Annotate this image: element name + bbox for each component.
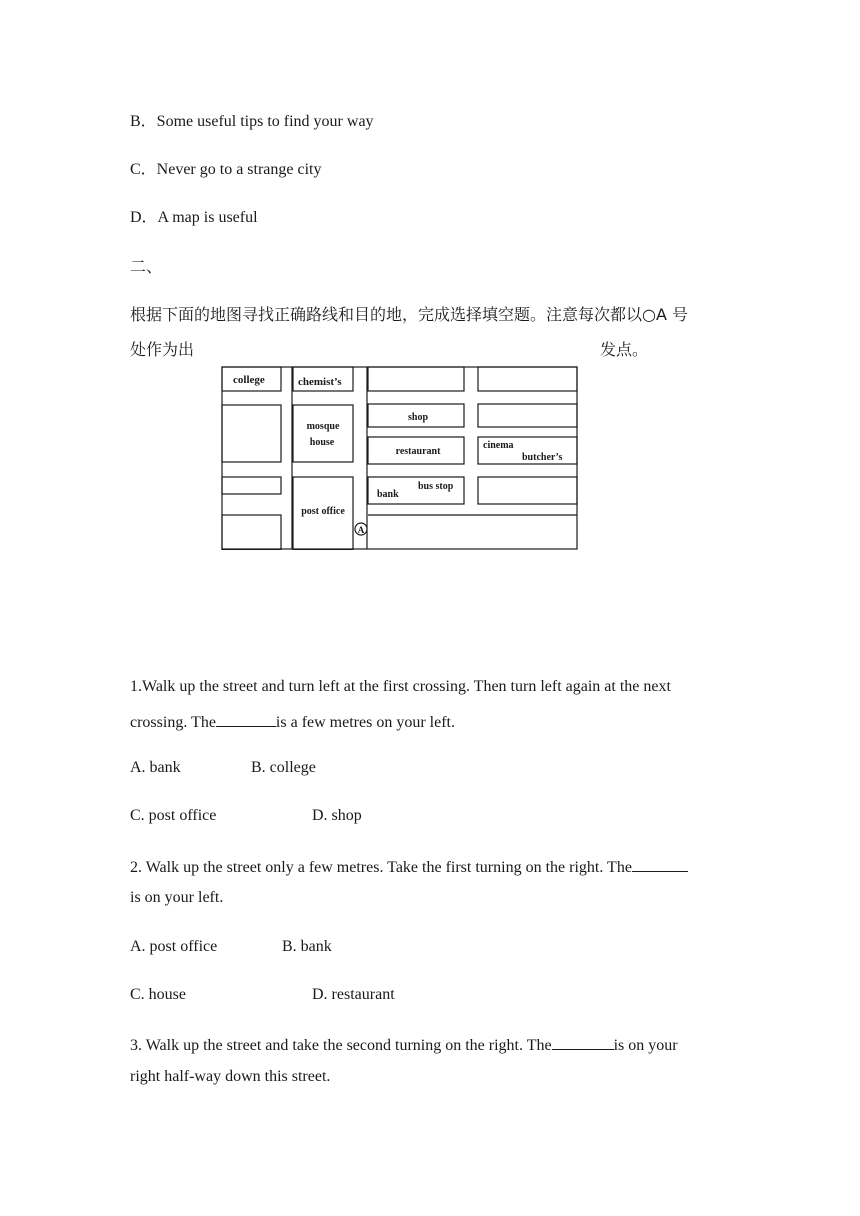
block-top-right [478,367,577,391]
block-right-4 [478,477,577,504]
label-bus-stop: bus stop [418,481,454,492]
q2-option-b[interactable]: B. bank [282,938,332,955]
q1-answer-blank[interactable] [216,710,276,727]
label-post-office: post office [301,506,345,517]
q1-text-line-1: 1.Walk up the street and turn left at the first crossing. Then turn left again at the next [130,678,671,695]
block-right-2 [478,404,577,427]
q1-text-before-blank: crossing. The [130,714,216,731]
label-chemist: chemist’s [298,376,342,388]
instruction-line-2a: 处作为出 [130,340,195,359]
label-shop: shop [407,412,429,423]
block-left-small [222,477,281,494]
label-mosque: mosque [306,421,340,432]
start-point-marker [355,523,367,535]
q1-option-d[interactable]: D. shop [312,807,362,824]
prev-option-b: B．Some useful tips to find your way [130,113,374,130]
q2-option-a[interactable]: A. post office [130,938,218,955]
q3-text-line-2: right half-way down this street. [130,1068,331,1085]
q3-text-line-1 [130,1033,678,1056]
block-left-bottom [222,515,281,550]
q3-answer-blank[interactable] [552,1033,614,1050]
q1-option-b[interactable]: B. college [251,759,316,776]
q1-option-a[interactable]: A. bank [130,759,181,776]
q1-text-line-2 [130,710,455,733]
label-bank: bank [377,489,399,500]
q1-option-c[interactable]: C. post office [130,807,217,824]
prev-option-d: D．A map is useful [130,209,258,226]
street-map [221,366,578,550]
mosque-house-block [293,405,353,462]
label-college: college [233,374,265,386]
q2-text-line-2: is on your left. [130,889,224,906]
label-restaurant: restaurant [395,446,441,457]
q2-option-d[interactable]: D. restaurant [312,986,395,1003]
block-left-middle [222,405,281,462]
label-cinema: cinema [483,440,514,451]
label-house: house [309,437,335,448]
q3-text-after-blank: is on your [613,1037,678,1054]
q2-text-before-blank: 2. Walk up the street only a few metres. Take the first turning on the right. The [130,859,632,876]
q3-text-before-blank: 3. Walk up the street and take the second turning on the right. The [130,1037,552,1054]
block-top-middle [368,367,464,391]
q2-answer-blank[interactable] [632,855,688,872]
instruction-line-2b: 发点。 [600,340,649,359]
label-butcher: butcher’s [522,452,563,463]
label-start: A [357,525,365,535]
q1-text-after-blank: is a few metres on your left. [275,714,455,731]
q2-text-line-1 [130,855,688,878]
q2-option-c[interactable]: C. house [130,986,186,1003]
prev-option-c: C．Never go to a strange city [130,161,322,178]
instruction-line-1: 根据下面的地图寻找正确路线和目的地，完成选择填空题。注意每次都以○A 号 [130,305,688,324]
section-heading: 二、 [130,257,163,276]
